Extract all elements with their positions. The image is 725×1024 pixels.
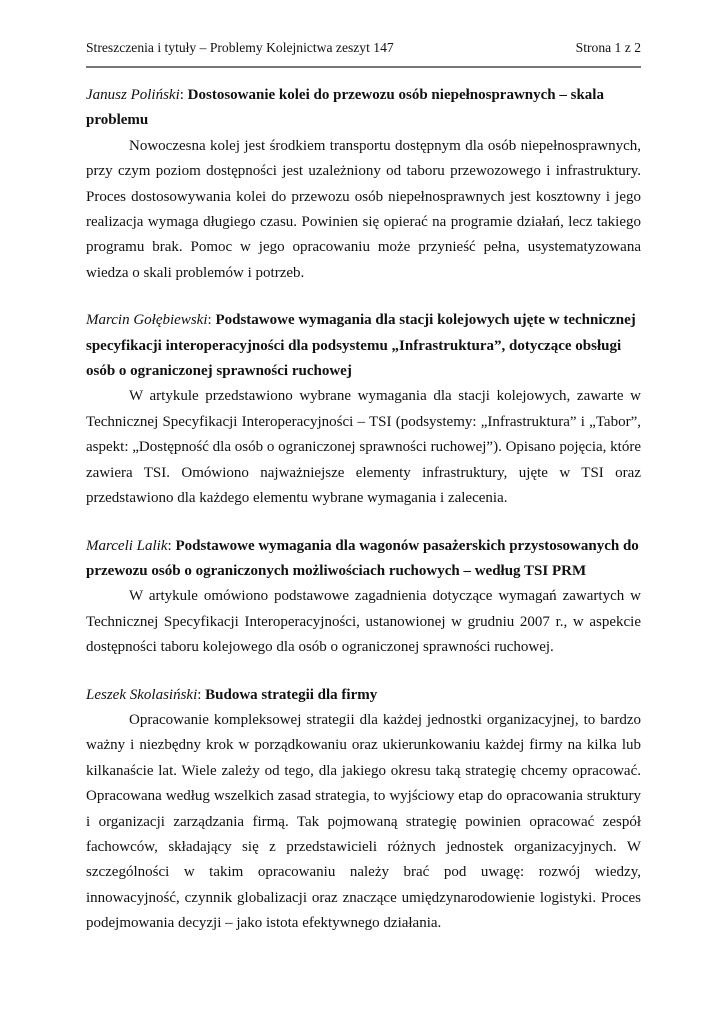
article-title: Podstawowe wymagania dla stacji kolejowych ujęte w technicznej specyfikacji interoperacyjności dla podsystemu „Infrastruktura”, dotyczące obsługi osób o ograniczonej sprawności ruchowej <box>86 312 636 380</box>
article-title: Podstawowe wymagania dla wagonów pasażerskich przystosowanych do przewozu osób o ograniczonych możliwościach ruchowych – według TSI PRM <box>86 537 639 579</box>
article-heading <box>86 83 641 134</box>
article-entry <box>86 308 641 511</box>
article-abstract: W artykule omówiono podstawowe zagadnienia dotyczące wymagań zawartych w Technicznej Specyfikacji Interoperacyjności, ustanowionej w grudniu 2007 r., w aspekcie dostępności taboru kolejowego dla osób o ograniczonej sprawności ruchowej. <box>86 588 641 656</box>
article-author: Marcin Gołębiewski <box>86 312 208 329</box>
article-title: Budowa strategii dla firmy <box>205 686 378 703</box>
author-separator: : <box>179 87 188 103</box>
author-separator: : <box>167 537 176 554</box>
abstracts-list <box>86 83 641 959</box>
header-divider <box>86 66 641 68</box>
article-abstract: Opracowanie kompleksowej strategii dla każdej jednostki organizacyjnej, to bardzo ważny i niezbędny krok w porządkowaniu oraz ukierunkowaniu każdej firmy na kilka lub kilkanaście lat. Wiele zależy od tego, dla jakiego okresu taką strategię chcemy opracować. Opracowana według wszelkich zasad strategia, to wyjściowy etap do opracowania struktury i organizacji zarządzania firmą. Tak pojmowaną strategię powinien opracować zespół fachowców, składający się z przedstawicieli różnych jednostek organizacyjnych. W szczególności w takim opracowaniu należy brać pod uwagę: rozwój wiedzy, innowacyjność, czynnik globalizacji oraz znaczące umiędzynarodowienie logistyki. Proces podejmowania decyzji – jako istota efektywnego działania. <box>86 711 641 932</box>
article-entry <box>86 683 641 937</box>
page-header <box>86 40 641 56</box>
article-heading <box>86 683 641 708</box>
author-separator: : <box>207 312 216 329</box>
article-entry <box>86 534 641 661</box>
article-author: Leszek Skolasiński <box>86 686 198 703</box>
article-entry <box>86 83 641 286</box>
page-number: Strona 1 z 2 <box>575 40 641 55</box>
article-author: Janusz Poliński <box>86 87 180 103</box>
article-abstract: W artykule przedstawiono wybrane wymagania dla stacji kolejowych, zawarte w Technicznej Specyfikacji Interoperacyjności – TSI (podsystemy: „Infrastruktura” i „Tabor”, aspekt: „Dostępność dla osób o ograniczonej sprawności ruchowej”). Opisano pojęcia, które zawiera TSI. Omówiono najważniejsze elementy infrastruktury, ujęte w TSI oraz przedstawiono dla każdego elementu wybrane wymagania i zalecenia. <box>86 388 641 507</box>
header-title: Streszczenia i tytuły – Problemy Kolejnictwa zeszyt 147 <box>86 40 394 55</box>
article-heading <box>86 534 641 585</box>
article-title: Dostosowanie kolei do przewozu osób niepełnosprawnych – skala problemu <box>86 87 604 129</box>
article-heading <box>86 308 641 384</box>
article-abstract: Nowoczesna kolej jest środkiem transportu dostępnym dla osób niepełnosprawnych, przy czym poziom dostępności jest uzależniony od taboru przewozowego i infrastruktury. Proces dostosowywania kolei do przewozu osób niepełnosprawnych jest kosztowny i jego realizacja wymaga długiego czasu. Powinien się opierać na programie działań, lecz takiego programu brak. Pomoc w jego opracowaniu może przynieść pełna, usystematyzowana wiedza o skali problemów i potrzeb. <box>86 137 641 281</box>
author-separator: : <box>197 686 206 703</box>
article-author: Marceli Lalik <box>86 537 168 554</box>
